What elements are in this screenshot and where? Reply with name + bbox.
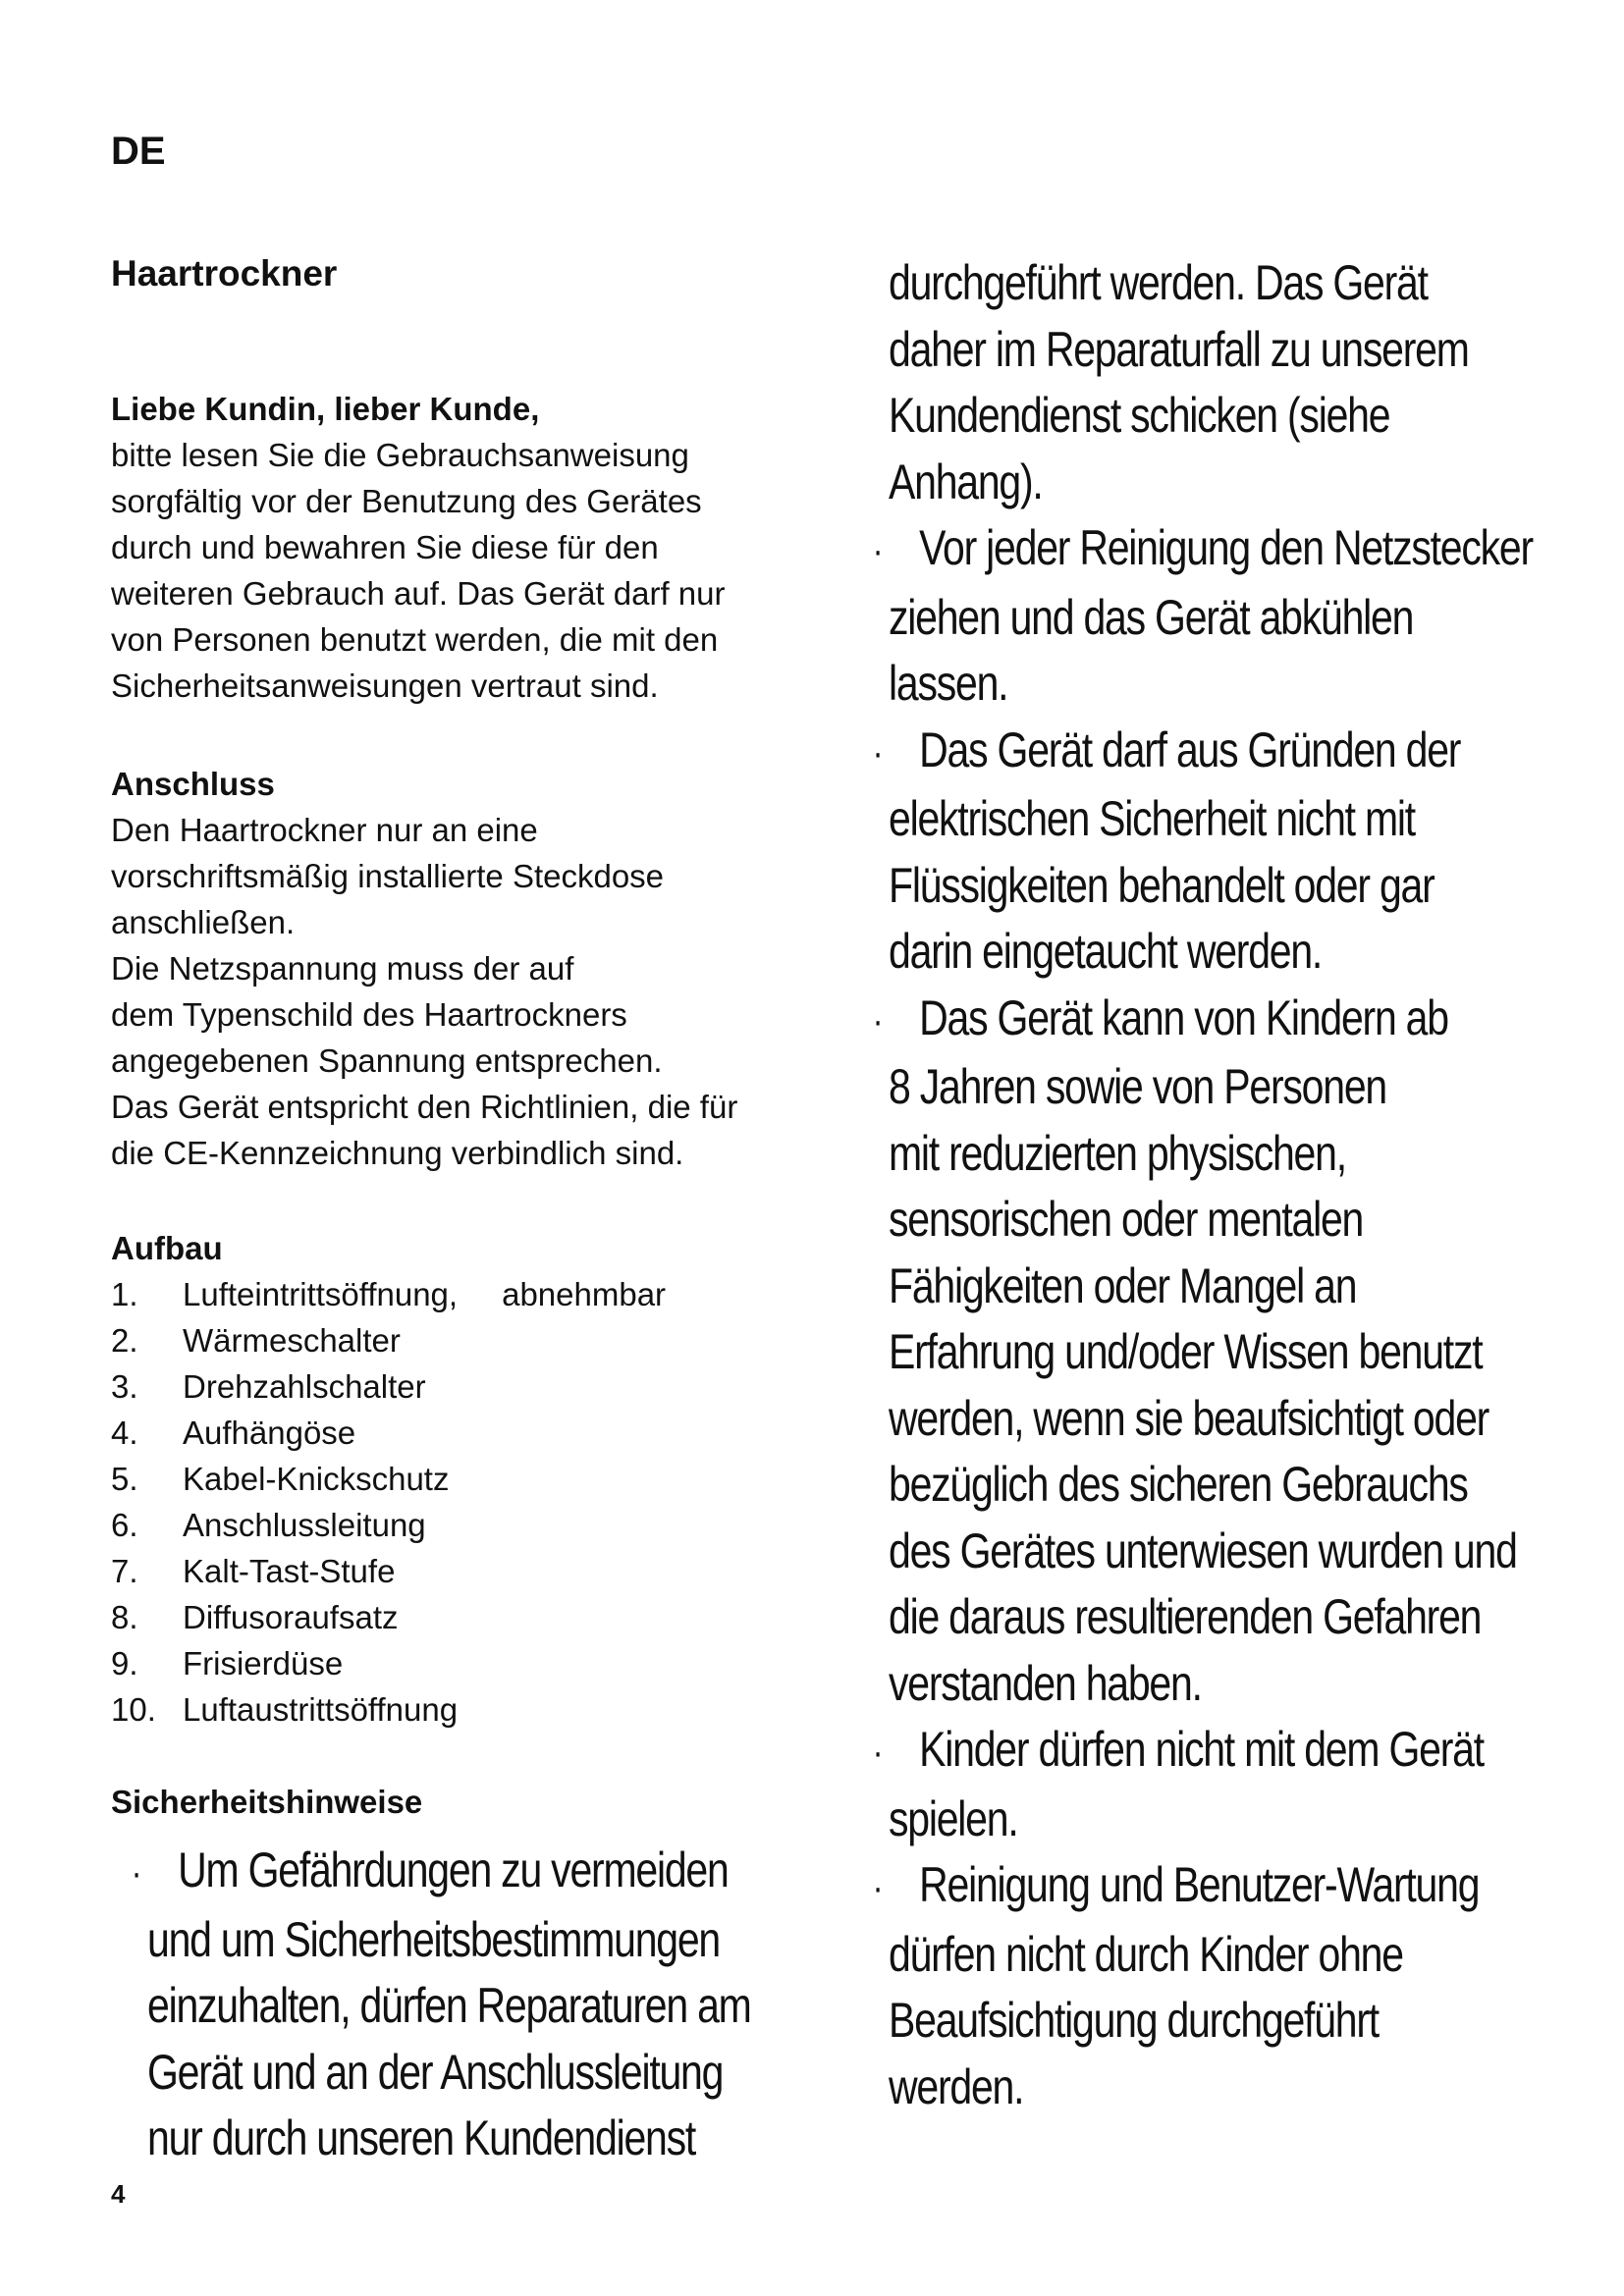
part-number: 2.	[111, 1322, 138, 1359]
part-number: 1.	[111, 1276, 138, 1312]
parts-list-item	[111, 1594, 818, 1640]
parts-list-item	[111, 1363, 818, 1410]
parts-list-item	[111, 1410, 818, 1456]
parts-list-item	[111, 1456, 818, 1502]
anschluss-line: Das Gerät entspricht den Richtlinien, die für	[111, 1089, 738, 1125]
safety-bullet: · Das Gerät kann von Kindern ab	[889, 986, 1533, 1055]
safety-line: verstanden haben.	[889, 1655, 1202, 1711]
intro-line: Sicherheitsanweisungen vertraut sind.	[111, 667, 659, 704]
safety-text-right	[872, 250, 1533, 2120]
safety-bullet: · Kinder dürfen nicht mit dem Gerät	[889, 1717, 1533, 1787]
part-number: 4.	[111, 1415, 138, 1451]
safety-line: des Gerätes unterwiesen wurden und	[889, 1522, 1517, 1578]
safety-bullet: · Vor jeder Reinigung den Netzstecker	[889, 515, 1533, 585]
part-label: Lufteintrittsöffnung,	[183, 1276, 459, 1312]
aufbau-section	[111, 1225, 818, 1733]
safety-text-left	[131, 1838, 751, 2172]
part-label: Luftaustrittsöffnung	[183, 1691, 459, 1728]
part-number: 6.	[111, 1507, 138, 1543]
safety-line: 8 Jahren sowie von Personen	[889, 1059, 1386, 1115]
anschluss-line: vorschriftsmäßig installierte Steckdose	[111, 858, 665, 894]
part-number: 9.	[111, 1645, 138, 1682]
safety-line: Fähigkeiten oder Mangel an	[889, 1257, 1357, 1313]
part-number: 3.	[111, 1368, 138, 1405]
bullet-icon: ·	[131, 1851, 141, 1896]
safety-line: nur durch unseren Kundendienst	[147, 2110, 696, 2166]
part-label: Anschlussleitung	[183, 1507, 426, 1543]
intro-line: weiteren Gebrauch auf. Das Gerät darf nur	[111, 575, 726, 612]
safety-line: sensorischen oder mentalen	[889, 1192, 1364, 1248]
safety-line: und um Sicherheitsbestimmungen	[147, 1911, 720, 1967]
safety-line: Gerät und an der Anschlussleitung	[147, 2044, 724, 2100]
anschluss-line: die CE-Kennzeichnung verbindlich sind.	[111, 1135, 684, 1171]
anschluss-section	[111, 761, 818, 1176]
safety-line: elektrischen Sicherheit nicht mit	[889, 791, 1415, 847]
safety-line: daher im Reparaturfall zu unserem	[889, 321, 1469, 377]
safety-bullet: · Reinigung und Benutzer-Wartung	[889, 1852, 1533, 1922]
safety-section	[111, 1779, 818, 1825]
parts-list-item	[111, 1317, 818, 1363]
part-number: 10.	[111, 1691, 156, 1728]
part-label: Frisierdüse	[183, 1645, 344, 1682]
intro-line: durch und bewahren Sie diese für den	[111, 529, 659, 565]
parts-list	[111, 1271, 818, 1733]
bullet-icon: ·	[872, 529, 883, 573]
part-number: 8.	[111, 1599, 138, 1635]
anschluss-line: anschließen.	[111, 904, 296, 940]
intro-heading: Liebe Kundin, lieber Kunde,	[111, 391, 540, 427]
part-label: Drehzahlschalter	[183, 1368, 426, 1405]
safety-line: dürfen nicht durch Kinder ohne	[889, 1926, 1403, 1982]
safety-line: werden, wenn sie beaufsichtigt oder	[889, 1390, 1489, 1446]
parts-list-item	[111, 1548, 818, 1594]
safety-line: mit reduzierten physischen,	[889, 1125, 1346, 1181]
safety-line: durchgeführt werden. Das Gerät	[889, 255, 1428, 310]
aufbau-heading: Aufbau	[111, 1230, 223, 1266]
safety-line: einzuhalten, dürfen Reparaturen am	[147, 1978, 751, 2034]
anschluss-line: angegebenen Spannung entsprechen.	[111, 1042, 663, 1079]
bullet-icon: ·	[872, 998, 883, 1042]
page-number: 4	[111, 2179, 126, 2209]
anschluss-line: Den Haartrockner nur an eine	[111, 812, 538, 848]
intro-line: sorgfältig vor der Benutzung des Gerätes	[111, 483, 702, 519]
safety-line: Anhang).	[889, 454, 1043, 509]
intro-line: bitte lesen Sie die Gebrauchsanweisung	[111, 437, 689, 473]
part-number: 5.	[111, 1461, 138, 1497]
part-label: Aufhängöse	[183, 1415, 356, 1451]
safety-bullet: · Das Gerät darf aus Gründen der	[889, 718, 1533, 787]
safety-line: lassen.	[889, 656, 1008, 712]
part-label: Diffusoraufsatz	[183, 1599, 399, 1635]
bullet-icon: ·	[872, 1731, 883, 1775]
safety-line: ziehen und das Gerät abkühlen	[889, 589, 1414, 645]
intro-section	[111, 386, 818, 709]
parts-list-item	[111, 1271, 818, 1317]
language-code: DE	[111, 130, 166, 173]
part-label: Kalt-Tast-Stufe	[183, 1553, 396, 1589]
part-note: abnehmbar	[502, 1276, 667, 1312]
parts-list-item	[111, 1686, 818, 1733]
bullet-icon: ·	[872, 730, 883, 774]
part-label: Kabel-Knickschutz	[183, 1461, 450, 1497]
safety-line: die daraus resultierenden Gefahren	[889, 1589, 1482, 1645]
safety-line: Kundendienst schicken (siehe	[889, 388, 1390, 443]
bullet-icon: ·	[872, 1866, 883, 1910]
intro-line: von Personen benutzt werden, die mit den	[111, 621, 719, 658]
parts-list-item	[111, 1640, 818, 1686]
safety-line: spielen.	[889, 1790, 1018, 1846]
safety-line: werden.	[889, 2058, 1024, 2114]
part-label: Wärmeschalter	[183, 1322, 401, 1359]
safety-bullet: · Um Gefährdungen zu vermeiden	[147, 1838, 751, 1907]
part-number: 7.	[111, 1553, 138, 1589]
safety-line: bezüglich des sicheren Gebrauchs	[889, 1457, 1468, 1513]
safety-line: Beaufsichtigung durchgeführt	[889, 1993, 1379, 2049]
safety-line: Flüssigkeiten behandelt oder gar	[889, 857, 1435, 913]
anschluss-heading: Anschluss	[111, 766, 275, 802]
safety-line: darin eingetaucht werden.	[889, 924, 1323, 980]
safety-heading: Sicherheitshinweise	[111, 1784, 423, 1820]
anschluss-line: dem Typenschild des Haartrockners	[111, 996, 627, 1033]
parts-list-item	[111, 1502, 818, 1548]
page-title: Haartrockner	[111, 253, 338, 294]
anschluss-line: Die Netzspannung muss der auf	[111, 950, 574, 987]
safety-line: Erfahrung und/oder Wissen benutzt	[889, 1324, 1483, 1380]
